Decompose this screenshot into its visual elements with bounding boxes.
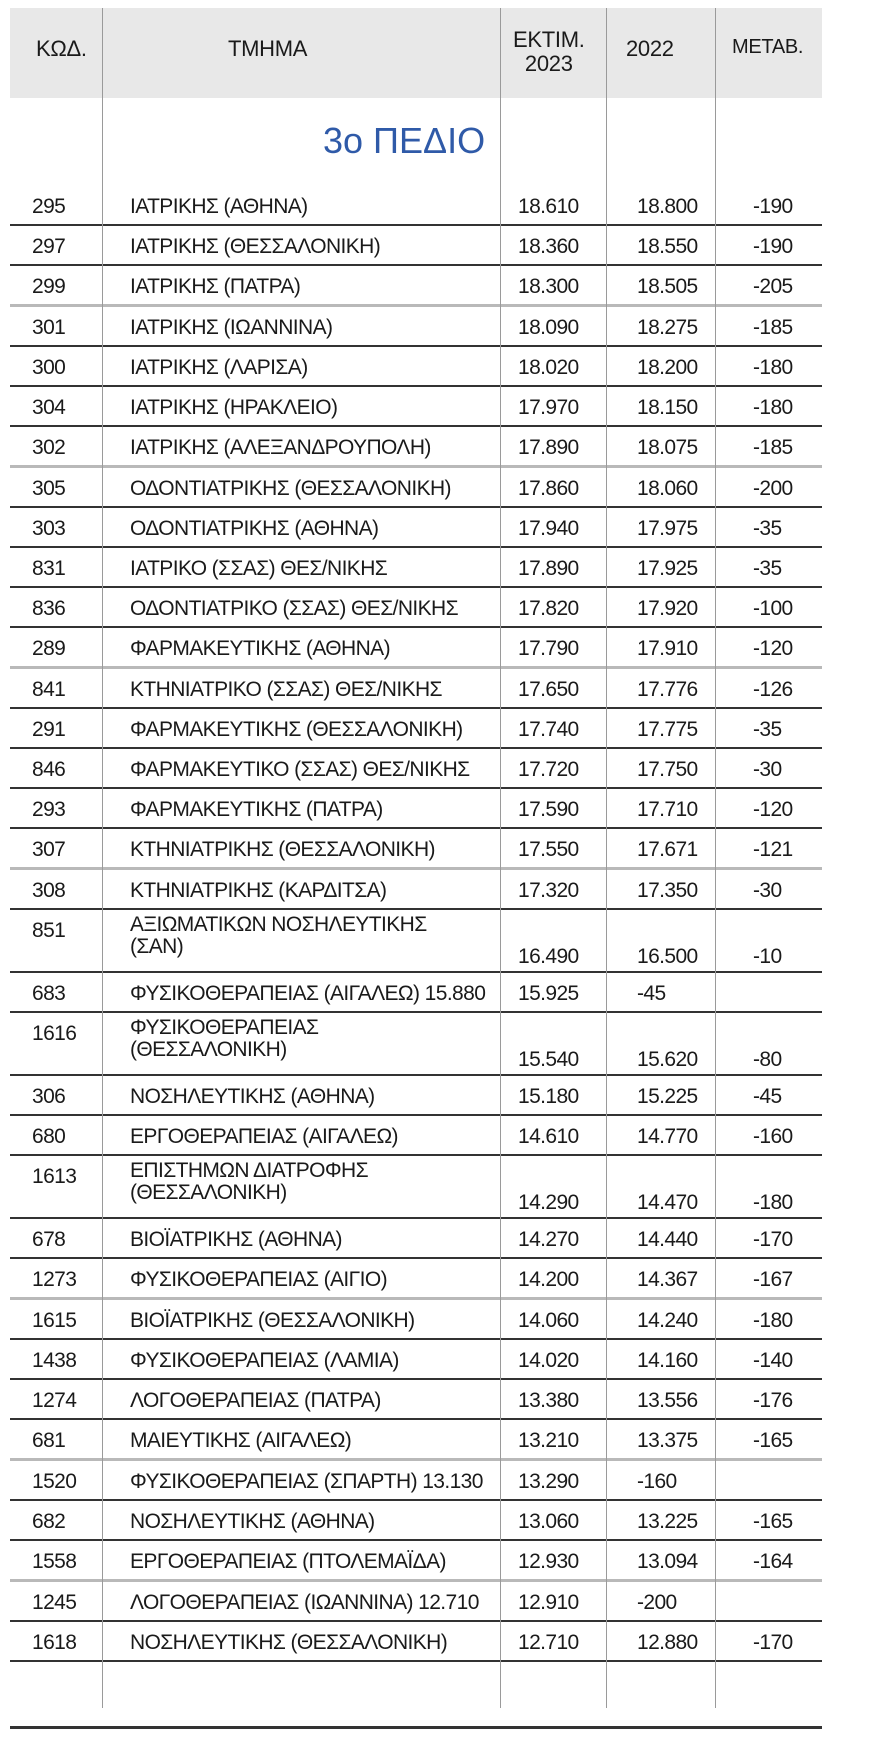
previous-year-cell: 18.075 xyxy=(637,436,698,459)
department-cell: ΙΑΤΡΙΚΟ (ΣΣΑΣ) ΘΕΣ/ΝΙΚΗΣ xyxy=(130,557,388,580)
previous-year-cell: 14.440 xyxy=(637,1228,698,1251)
estimate-cell: 17.860 xyxy=(518,477,579,500)
change-cell: -35 xyxy=(753,718,782,741)
code-cell: 678 xyxy=(32,1228,66,1251)
table-row xyxy=(10,910,822,973)
change-cell: -180 xyxy=(753,1191,793,1214)
department-cell: ΕΡΓΟΘΕΡΑΠΕΙΑΣ (ΠΤΟΛΕΜΑΪΔΑ) xyxy=(130,1550,446,1573)
code-cell: 851 xyxy=(32,919,66,942)
department-cell: ΦΥΣΙΚΟΘΕΡΑΠΕΙΑΣ (ΛΑΜΙΑ) xyxy=(130,1349,399,1372)
code-cell: 1615 xyxy=(32,1309,77,1332)
department-cell: ΟΔΟΝΤΙΑΤΡΙΚΗΣ (ΘΕΣΣΑΛΟΝΙΚΗ) xyxy=(130,477,451,500)
change-cell: -160 xyxy=(753,1125,793,1148)
change-cell: -190 xyxy=(753,235,793,258)
change-cell: -120 xyxy=(753,637,793,660)
estimate-cell: 17.720 xyxy=(518,758,579,781)
change-cell: -180 xyxy=(753,1309,793,1332)
department-cell: ΦΥΣΙΚΟΘΕΡΑΠΕΙΑΣ (ΑΙΓΙΟ) xyxy=(130,1268,387,1291)
department-cell: ΜΑΙΕΥΤΙΚΗΣ (ΑΙΓΑΛΕΩ) xyxy=(130,1429,352,1452)
department-cell: ΝΟΣΗΛΕΥΤΙΚΗΣ (ΑΘΗΝΑ) xyxy=(130,1510,375,1533)
estimate-cell: 18.360 xyxy=(518,235,579,258)
table-row xyxy=(10,1340,822,1380)
table-row xyxy=(10,468,822,508)
previous-year-cell: -160 xyxy=(637,1470,677,1493)
previous-year-cell: 14.367 xyxy=(637,1268,698,1291)
header-estimate-label: ΕΚΤΙΜ. xyxy=(513,27,585,52)
section-title: 3ο ΠΕΔΙΟ xyxy=(323,120,486,161)
previous-year-cell: 17.975 xyxy=(637,517,698,540)
header-code: ΚΩΔ. xyxy=(36,36,87,61)
estimate-cell: 17.590 xyxy=(518,798,579,821)
department-cell: ΦΑΡΜΑΚΕΥΤΙΚΗΣ (ΘΕΣΣΑΛΟΝΙΚΗ) xyxy=(130,718,463,741)
change-cell: -35 xyxy=(753,557,782,580)
header-estimate-year: 2023 xyxy=(524,51,573,76)
code-cell: 836 xyxy=(32,597,66,620)
table-row xyxy=(10,588,822,628)
estimate-cell: 14.060 xyxy=(518,1309,579,1332)
estimate-cell: 13.060 xyxy=(518,1510,579,1533)
previous-year-cell: 14.770 xyxy=(637,1125,698,1148)
estimate-cell: 16.490 xyxy=(518,945,579,968)
previous-year-cell: 18.800 xyxy=(637,195,698,218)
department-cell: ΙΑΤΡΙΚΗΣ (ΘΕΣΣΑΛΟΝΙΚΗ) xyxy=(130,235,381,258)
change-cell: -100 xyxy=(753,597,793,620)
estimate-cell: 17.790 xyxy=(518,637,579,660)
code-cell: 682 xyxy=(32,1510,66,1533)
department-cell: ΙΑΤΡΙΚΗΣ (ΛΑΡΙΣΑ) xyxy=(130,356,308,379)
table-row xyxy=(10,1300,822,1340)
estimate-cell: 17.320 xyxy=(518,879,579,902)
previous-year-cell: 13.556 xyxy=(637,1389,698,1412)
change-cell: -170 xyxy=(753,1631,793,1654)
estimate-cell: 15.180 xyxy=(518,1085,579,1108)
change-cell: -185 xyxy=(753,316,793,339)
table-row xyxy=(10,387,822,427)
previous-year-cell: 18.275 xyxy=(637,316,698,339)
code-cell: 1520 xyxy=(32,1470,77,1493)
header-department: ΤΜΗΜΑ xyxy=(228,36,308,61)
column-divider xyxy=(606,8,607,1708)
code-cell: 306 xyxy=(32,1085,66,1108)
table-row xyxy=(10,1116,822,1156)
code-cell: 293 xyxy=(32,798,66,821)
code-cell: 1245 xyxy=(32,1591,77,1614)
change-cell: -35 xyxy=(753,517,782,540)
table-row xyxy=(10,1156,822,1219)
previous-year-cell: 14.240 xyxy=(637,1309,698,1332)
code-cell: 831 xyxy=(32,557,66,580)
estimate-cell: 15.540 xyxy=(518,1048,579,1071)
table-row xyxy=(10,1501,822,1541)
change-cell: -176 xyxy=(753,1389,793,1412)
change-cell: -180 xyxy=(753,396,793,419)
code-cell: 304 xyxy=(32,396,66,419)
change-cell: -10 xyxy=(753,945,782,968)
previous-year-cell: 18.150 xyxy=(637,396,698,419)
code-cell: 295 xyxy=(32,195,66,218)
change-cell: -170 xyxy=(753,1228,793,1251)
estimate-cell: 18.090 xyxy=(518,316,579,339)
change-cell: -80 xyxy=(753,1048,782,1071)
department-cell: ΒΙΟΪΑΤΡΙΚΗΣ (ΑΘΗΝΑ) xyxy=(130,1228,342,1251)
previous-year-cell: 17.750 xyxy=(637,758,698,781)
previous-year-cell: 13.225 xyxy=(637,1510,698,1533)
code-cell: 303 xyxy=(32,517,66,540)
previous-year-cell: 17.710 xyxy=(637,798,698,821)
previous-year-cell: 17.775 xyxy=(637,718,698,741)
department-cell: ΦΥΣΙΚΟΘΕΡΑΠΕΙΑΣ (ΑΙΓΑΛΕΩ) 15.880 xyxy=(130,982,486,1005)
department-cell: ΚΤΗΝΙΑΤΡΙΚΗΣ (ΘΕΣΣΑΛΟΝΙΚΗ) xyxy=(130,838,435,861)
change-cell: -164 xyxy=(753,1550,793,1573)
previous-year-cell: 14.470 xyxy=(637,1191,698,1214)
change-cell: -121 xyxy=(753,838,793,861)
estimate-cell: 17.550 xyxy=(518,838,579,861)
code-cell: 683 xyxy=(32,982,66,1005)
estimate-cell: 18.020 xyxy=(518,356,579,379)
department-cell: ΦΑΡΜΑΚΕΥΤΙΚΗΣ (ΠΑΤΡΑ) xyxy=(130,798,383,821)
table-row xyxy=(10,749,822,789)
change-cell: -167 xyxy=(753,1268,793,1291)
table-row xyxy=(10,266,822,307)
department-cell: ΙΑΤΡΙΚΗΣ (ΠΑΤΡΑ) xyxy=(130,275,301,298)
change-cell: -126 xyxy=(753,678,793,701)
department-cell: ΝΟΣΗΛΕΥΤΙΚΗΣ (ΑΘΗΝΑ) xyxy=(130,1085,375,1108)
previous-year-cell: 13.094 xyxy=(637,1550,698,1573)
code-cell: 299 xyxy=(32,275,66,298)
department-cell: ΑΞΙΩΜΑΤΙΚΩΝ ΝΟΣΗΛΕΥΤΙΚΗΣ (ΣΑΝ) xyxy=(130,913,427,958)
column-divider xyxy=(500,8,501,1708)
department-cell: ΟΔΟΝΤΙΑΤΡΙΚΟ (ΣΣΑΣ) ΘΕΣ/ΝΙΚΗΣ xyxy=(130,597,458,620)
code-cell: 681 xyxy=(32,1429,66,1452)
previous-year-cell: -45 xyxy=(637,982,666,1005)
code-cell: 1613 xyxy=(32,1165,77,1188)
table-row xyxy=(10,1259,822,1300)
code-cell: 291 xyxy=(32,718,66,741)
previous-year-cell: 16.500 xyxy=(637,945,698,968)
table-row xyxy=(10,347,822,387)
column-divider xyxy=(715,8,716,1708)
previous-year-cell: 12.880 xyxy=(637,1631,698,1654)
change-cell: -190 xyxy=(753,195,793,218)
estimate-cell: 17.820 xyxy=(518,597,579,620)
estimate-cell: 14.270 xyxy=(518,1228,579,1251)
department-cell: ΦΥΣΙΚΟΘΕΡΑΠΕΙΑΣ (ΘΕΣΣΑΛΟΝΙΚΗ) xyxy=(130,1016,319,1061)
estimate-cell: 12.910 xyxy=(518,1591,579,1614)
code-cell: 301 xyxy=(32,316,66,339)
previous-year-cell: 18.200 xyxy=(637,356,698,379)
previous-year-cell: 13.375 xyxy=(637,1429,698,1452)
department-cell: ΚΤΗΝΙΑΤΡΙΚΟ (ΣΣΑΣ) ΘΕΣ/ΝΙΚΗΣ xyxy=(130,678,442,701)
department-cell: ΙΑΤΡΙΚΗΣ (ΑΛΕΞΑΝΔΡΟΥΠΟΛΗ) xyxy=(130,436,431,459)
estimate-cell: 17.940 xyxy=(518,517,579,540)
estimate-cell: 14.200 xyxy=(518,1268,579,1291)
previous-year-cell: 15.620 xyxy=(637,1048,698,1071)
previous-year-cell: 17.925 xyxy=(637,557,698,580)
table-row xyxy=(10,709,822,749)
table-row xyxy=(10,1380,822,1420)
change-cell: -205 xyxy=(753,275,793,298)
change-cell: -30 xyxy=(753,879,782,902)
code-cell: 1618 xyxy=(32,1631,77,1654)
previous-year-cell: 15.225 xyxy=(637,1085,698,1108)
code-cell: 1616 xyxy=(32,1022,77,1045)
department-cell: ΙΑΤΡΙΚΗΣ (ΗΡΑΚΛΕΙΟ) xyxy=(130,396,338,419)
change-cell: -185 xyxy=(753,436,793,459)
column-divider xyxy=(102,8,103,1708)
table-row xyxy=(10,973,822,1013)
estimate-cell: 17.970 xyxy=(518,396,579,419)
section-heading xyxy=(10,98,822,186)
estimate-cell: 14.020 xyxy=(518,1349,579,1372)
code-cell: 305 xyxy=(32,477,66,500)
estimate-cell: 17.650 xyxy=(518,678,579,701)
department-cell: ΕΡΓΟΘΕΡΑΠΕΙΑΣ (ΑΙΓΑΛΕΩ) xyxy=(130,1125,398,1148)
department-cell: ΦΑΡΜΑΚΕΥΤΙΚΟ (ΣΣΑΣ) ΘΕΣ/ΝΙΚΗΣ xyxy=(130,758,470,781)
header-estimate xyxy=(513,28,585,76)
code-cell: 1273 xyxy=(32,1268,77,1291)
estimate-cell: 18.610 xyxy=(518,195,579,218)
department-cell: ΛΟΓΟΘΕΡΑΠΕΙΑΣ (ΙΩΑΝΝΙΝΑ) 12.710 xyxy=(130,1591,479,1614)
code-cell: 302 xyxy=(32,436,66,459)
previous-year-cell: 17.920 xyxy=(637,597,698,620)
table-row xyxy=(10,669,822,709)
table-bottom-rule xyxy=(10,1726,822,1729)
code-cell: 841 xyxy=(32,678,66,701)
code-cell: 1274 xyxy=(32,1389,77,1412)
change-cell: -200 xyxy=(753,477,793,500)
previous-year-cell: 18.550 xyxy=(637,235,698,258)
change-cell: -30 xyxy=(753,758,782,781)
previous-year-cell: -200 xyxy=(637,1591,677,1614)
estimate-cell: 14.610 xyxy=(518,1125,579,1148)
change-cell: -180 xyxy=(753,356,793,379)
estimate-cell: 17.740 xyxy=(518,718,579,741)
code-cell: 289 xyxy=(32,637,66,660)
table-row xyxy=(10,1013,822,1076)
estimate-cell: 13.290 xyxy=(518,1470,579,1493)
department-cell: ΒΙΟΪΑΤΡΙΚΗΣ (ΘΕΣΣΑΛΟΝΙΚΗ) xyxy=(130,1309,415,1332)
estimate-cell: 17.890 xyxy=(518,436,579,459)
table-row xyxy=(10,186,822,226)
table-row xyxy=(10,789,822,829)
change-cell: -165 xyxy=(753,1429,793,1452)
department-cell: ΦΑΡΜΑΚΕΥΤΙΚΗΣ (ΑΘΗΝΑ) xyxy=(130,637,390,660)
previous-year-cell: 17.776 xyxy=(637,678,698,701)
estimate-cell: 13.210 xyxy=(518,1429,579,1452)
header-change: ΜΕΤΑΒ. xyxy=(732,36,804,58)
results-table xyxy=(10,8,822,1662)
estimate-cell: 18.300 xyxy=(518,275,579,298)
table-body xyxy=(10,186,822,1662)
table-row xyxy=(10,1420,822,1461)
previous-year-cell: 18.505 xyxy=(637,275,698,298)
table-row xyxy=(10,628,822,669)
table-row xyxy=(10,1461,822,1501)
previous-year-cell: 17.350 xyxy=(637,879,698,902)
code-cell: 680 xyxy=(32,1125,66,1148)
previous-year-cell: 17.671 xyxy=(637,838,698,861)
table-row xyxy=(10,829,822,870)
code-cell: 1438 xyxy=(32,1349,77,1372)
code-cell: 297 xyxy=(32,235,66,258)
table-row xyxy=(10,870,822,910)
table-row xyxy=(10,1076,822,1116)
code-cell: 308 xyxy=(32,879,66,902)
department-cell: ΝΟΣΗΛΕΥΤΙΚΗΣ (ΘΕΣΣΑΛΟΝΙΚΗ) xyxy=(130,1631,448,1654)
previous-year-cell: 18.060 xyxy=(637,477,698,500)
table-row xyxy=(10,508,822,548)
department-cell: ΙΑΤΡΙΚΗΣ (ΑΘΗΝΑ) xyxy=(130,195,308,218)
table-row xyxy=(10,1219,822,1259)
department-cell: ΛΟΓΟΘΕΡΑΠΕΙΑΣ (ΠΑΤΡΑ) xyxy=(130,1389,381,1412)
change-cell: -140 xyxy=(753,1349,793,1372)
change-cell: -165 xyxy=(753,1510,793,1533)
estimate-cell: 14.290 xyxy=(518,1191,579,1214)
estimate-cell: 17.890 xyxy=(518,557,579,580)
estimate-cell: 15.925 xyxy=(518,982,579,1005)
previous-year-cell: 17.910 xyxy=(637,637,698,660)
table-row xyxy=(10,427,822,468)
department-cell: ΙΑΤΡΙΚΗΣ (ΙΩΑΝΝΙΝΑ) xyxy=(130,316,333,339)
table-row xyxy=(10,226,822,266)
previous-year-cell: 14.160 xyxy=(637,1349,698,1372)
table-row xyxy=(10,1582,822,1622)
department-cell: ΚΤΗΝΙΑΤΡΙΚΗΣ (ΚΑΡΔΙΤΣΑ) xyxy=(130,879,387,902)
change-cell: -45 xyxy=(753,1085,782,1108)
table-row xyxy=(10,307,822,347)
header-year: 2022 xyxy=(626,36,674,61)
change-cell: -120 xyxy=(753,798,793,821)
code-cell: 1558 xyxy=(32,1550,77,1573)
code-cell: 307 xyxy=(32,838,66,861)
code-cell: 846 xyxy=(32,758,66,781)
estimate-cell: 12.710 xyxy=(518,1631,579,1654)
department-cell: ΦΥΣΙΚΟΘΕΡΑΠΕΙΑΣ (ΣΠΑΡΤΗ) 13.130 xyxy=(130,1470,483,1493)
table-header xyxy=(10,8,822,98)
department-cell: ΟΔΟΝΤΙΑΤΡΙΚΗΣ (ΑΘΗΝΑ) xyxy=(130,517,379,540)
table-row xyxy=(10,1622,822,1662)
estimate-cell: 12.930 xyxy=(518,1550,579,1573)
code-cell: 300 xyxy=(32,356,66,379)
department-cell: ΕΠΙΣΤΗΜΩΝ ΔΙΑΤΡΟΦΗΣ (ΘΕΣΣΑΛΟΝΙΚΗ) xyxy=(130,1159,368,1204)
table-row xyxy=(10,1541,822,1582)
table-row xyxy=(10,548,822,588)
estimate-cell: 13.380 xyxy=(518,1389,579,1412)
